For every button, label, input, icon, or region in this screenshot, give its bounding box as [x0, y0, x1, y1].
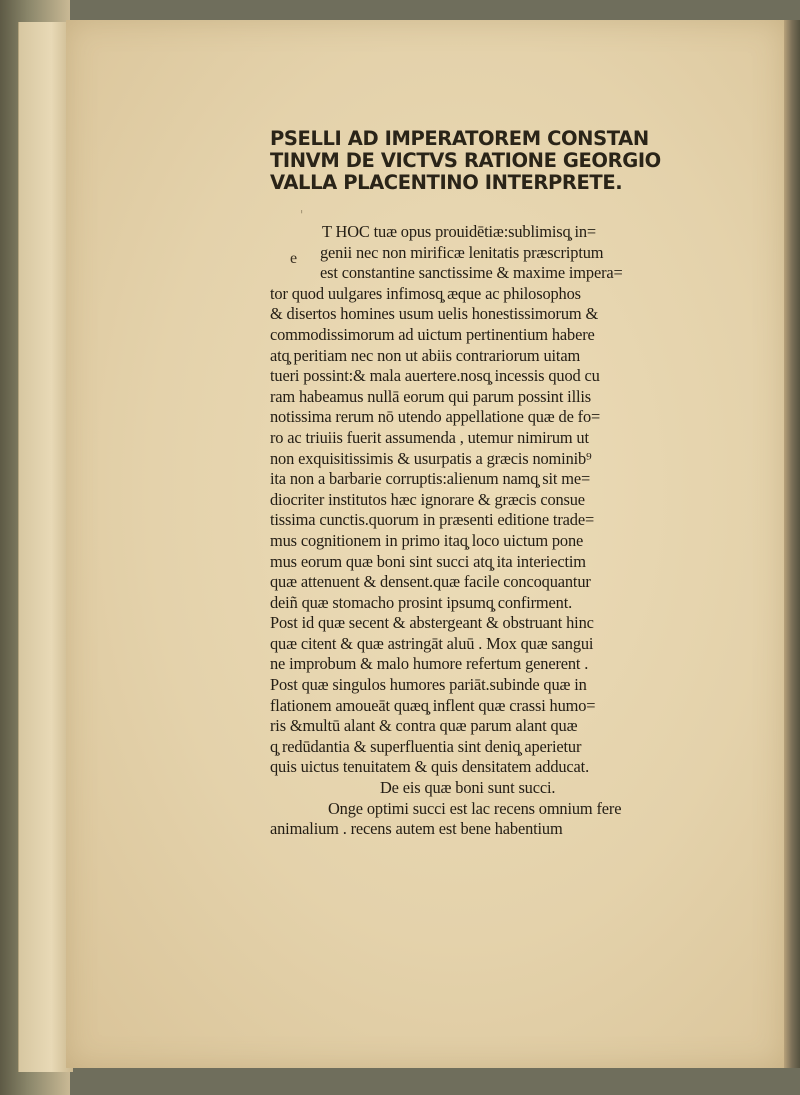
guide-initial-letter: e [290, 250, 298, 267]
text-line: Onge optimi succi est lac recens omnium fere [328, 798, 622, 818]
text-line: tueri possint:& mala auertere.nosq̧ incessis quod cu [270, 366, 600, 386]
text-line: ne improbum & malo humore refertum generent . [270, 654, 589, 674]
text-line: commodissimorum ad uictum pertinentium habere [270, 324, 595, 344]
text-line: ris &multū alant & contra quæ parum alant quæ [270, 716, 578, 736]
text-line: diocriter institutos hæc ignorare & græcis consue [270, 489, 585, 509]
text-line: ram habeamus nullā eorum qui parum possint illis [270, 386, 592, 406]
title-line: PSELLI AD IMPERATOREM CONSTAN [270, 127, 649, 150]
text-line: non exquisitissimis & usurpatis a græcis nominib⁹ [270, 448, 592, 468]
text-line: animalium . recens autem est bene habentium [270, 819, 563, 839]
page-title [270, 128, 740, 194]
guide-mark: ' [300, 208, 304, 222]
title-line: VALLA PLACENTINO INTERPRETE. [270, 171, 623, 194]
text-line: quæ citent & quæ astringāt aluū . Mox quæ sangui [270, 633, 594, 653]
text-line: notissima rerum nō utendo appellatione quæ de fo= [270, 407, 601, 427]
text-line: q̧ redūdantia & superfluentia sint deniq̧ aperietur [270, 736, 582, 756]
section-heading: De eis quæ boni sunt succi. [380, 778, 556, 798]
text-line: atq̧ peritiam nec non ut abiis contrariorum uitam [270, 345, 581, 365]
page-right-edge [784, 20, 800, 1068]
text-line: mus cognitionem in primo itaq̧ loco uictum pone [270, 530, 584, 550]
text-line: deiñ quæ stomacho prosint ipsumq̧ confirment. [270, 592, 573, 612]
text-line: Post quæ singulos humores pariāt.subinde quæ in [270, 675, 587, 695]
text-line: est constantine sanctissime & maxime impera= [320, 263, 623, 283]
text-line: quis uictus tenuitatem & quis densitatem adducat. [270, 757, 590, 777]
text-line: tissima cunctis.quorum in præsenti editione trade= [270, 510, 595, 530]
text-line: & disertos homines usum uelis honestissimorum & [270, 304, 599, 324]
title-line: TINVM DE VICTVS RATIONE GEORGIO [270, 149, 661, 172]
text-line: T HOC tuæ opus prouidētiæ:sublimisq̧ in= [322, 222, 597, 241]
text-line: Post id quæ secent & abstergeant & obstruant hinc [270, 613, 594, 633]
text-line: ita non a barbarie corruptis:alienum namq̧ sit me= [270, 469, 591, 489]
text-line: mus eorum quæ boni sint succi atq̧ ita interiectim [270, 551, 586, 571]
body-text [270, 222, 740, 840]
text-line: genii nec non mirificæ lenitatis præscriptum [320, 242, 604, 262]
text-line: tor quod uulgares infimosq̧ æque ac philosophos [270, 283, 581, 303]
text-line: ro ac triuiis fuerit assumenda , utemur nimirum ut [270, 427, 589, 447]
page-edge-strip [18, 22, 73, 1072]
text-line: flationem amoueāt quæq̧ inflent quæ crassi humo= [270, 695, 596, 715]
text-line: quæ attenuent & densent.quæ facile concoquantur [270, 572, 591, 592]
